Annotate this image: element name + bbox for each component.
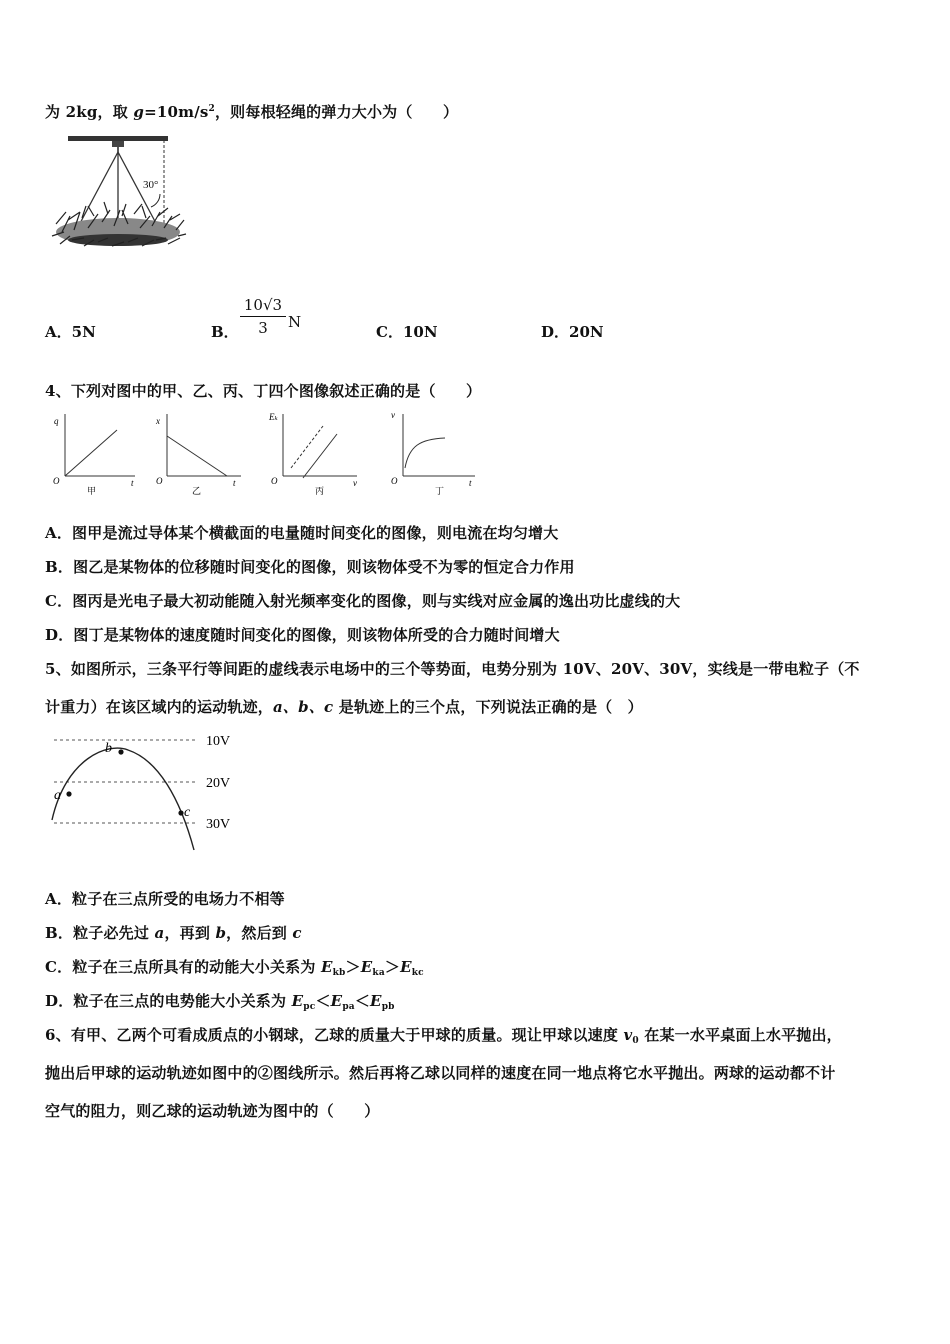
- graph-yi-origin: O: [156, 476, 163, 486]
- gt-symbol: ＞: [345, 958, 361, 976]
- v-symbol: v: [623, 1026, 633, 1044]
- graph-yi: [155, 414, 241, 496]
- q5-option-b-b: b: [215, 924, 227, 942]
- e-symbol: E: [400, 958, 412, 976]
- q6-line3: 空气的阻力，则乙球的运动轨迹为图中的（ ）: [45, 1102, 380, 1120]
- point-b: b: [105, 741, 112, 756]
- v-subscript: 0: [632, 1036, 639, 1046]
- q3-stem-text-b: ，则每根轻绳的弹力大小为（ ）: [214, 103, 459, 121]
- graph-yi-ylabel: x: [156, 416, 160, 426]
- q3-option-a[interactable]: A．5N: [45, 323, 96, 341]
- q5-option-b[interactable]: [45, 922, 302, 943]
- e-symbol: E: [360, 958, 373, 976]
- q5-stem-line2-a: 计重力）在该区域内的运动轨迹，: [45, 698, 274, 716]
- q4-option-c[interactable]: C．图丙是光电子最大初动能随入射光频率变化的图像，则与实线对应金属的逸出功比虚线的大: [45, 592, 681, 610]
- g-value: =10m/s: [144, 103, 209, 121]
- q6-line2: 抛出后甲球的运动轨迹如图中的②图线所示。然后再将乙球以同样的速度在同一地点将它水平抛出。两球的运动都不计: [45, 1064, 836, 1082]
- lt-symbol: ＜: [315, 992, 331, 1010]
- sub-pb: pb: [381, 1002, 395, 1012]
- q5-points: a、b、c: [273, 698, 334, 716]
- g-symbol: g: [133, 103, 145, 121]
- potential-10v: 10V: [206, 734, 231, 749]
- graph-bing: [268, 412, 357, 496]
- equipotential-figure: [48, 728, 248, 852]
- potential-20v: 20V: [206, 776, 231, 791]
- q3-option-b-label[interactable]: B．: [211, 323, 239, 341]
- sub-kb: kb: [332, 968, 346, 978]
- q5-option-d-text: D．粒子在三点的电势能大小关系为: [45, 992, 292, 1010]
- q6-line1-a: 6、有甲、乙两个可看成质点的小钢球，乙球的质量大于甲球的质量。现让甲球以速度: [45, 1026, 624, 1044]
- graph-jia-xlabel: t: [131, 478, 134, 488]
- graph-yi-xlabel: t: [233, 478, 236, 488]
- point-a: a: [54, 788, 61, 803]
- q5-stem-line2-b: 是轨迹上的三个点，下列说法正确的是（ ）: [333, 698, 643, 716]
- q5-option-a[interactable]: A．粒子在三点所受的电场力不相等: [45, 890, 285, 908]
- potential-30v: 30V: [206, 817, 231, 832]
- q3-option-d[interactable]: D．20N: [541, 323, 604, 341]
- q5-stem-line1: 5、如图所示，三条平行等间距的虚线表示电场中的三个等势面，电势分别为 10V、20V、30V，实线是一带电粒子（不: [45, 660, 860, 678]
- sub-pa: pa: [342, 1002, 355, 1012]
- graph-ding-caption: 丁: [435, 486, 445, 496]
- graph-jia-ylabel: q: [54, 416, 59, 426]
- q3-stem-text-a: 为 2kg，取: [45, 103, 134, 121]
- q5-option-c-text: C．粒子在三点所具有的动能大小关系为: [45, 958, 321, 976]
- q4-option-b[interactable]: B．图乙是某物体的位移随时间变化的图像，则该物体受不为零的恒定合力作用: [45, 558, 575, 576]
- q5-option-b-text-3: ，然后到: [226, 924, 293, 942]
- e-symbol: E: [370, 992, 382, 1010]
- lt-symbol: ＜: [354, 992, 371, 1010]
- hanging-basket-figure: [48, 132, 188, 260]
- graph-ding: [391, 410, 475, 496]
- q3-stem: [45, 101, 458, 122]
- q3-option-c[interactable]: C．10N: [376, 323, 438, 341]
- q4-stem: 4、下列对图中的甲、乙、丙、丁四个图像叙述正确的是（ ）: [45, 382, 482, 400]
- graph-bing-origin: O: [271, 476, 278, 486]
- q5-option-b-text-1: B．粒子必先过: [45, 924, 155, 942]
- graph-jia: [53, 414, 135, 496]
- graph-bing-caption: 丙: [315, 486, 325, 496]
- q4-graphs: [45, 406, 485, 502]
- fraction-denominator: 3: [258, 319, 268, 337]
- fraction-numerator: 10√3: [240, 296, 286, 317]
- angle-label: 30°: [143, 179, 159, 191]
- sub-ka: ka: [372, 968, 385, 978]
- graph-bing-ylabel: Eₖ: [269, 412, 278, 422]
- e-symbol: E: [320, 958, 333, 976]
- graph-yi-caption: 乙: [192, 486, 202, 496]
- q5-option-b-c: c: [292, 924, 302, 942]
- q6-line1-b: 在某一水平桌面上水平抛出，: [638, 1026, 842, 1044]
- graph-bing-xlabel: ν: [353, 478, 357, 488]
- q4-option-a[interactable]: A．图甲是流过导体某个横截面的电量随时间变化的图像，则电流在均匀增大: [45, 524, 559, 542]
- q4-option-d[interactable]: D．图丁是某物体的速度随时间变化的图像，则该物体所受的合力随时间增大: [45, 626, 560, 644]
- q5-stem-line2: [45, 696, 643, 717]
- graph-ding-ylabel: v: [391, 410, 395, 420]
- point-c: c: [184, 805, 191, 820]
- q3-option-b-unit: N: [288, 313, 302, 331]
- q5-option-c[interactable]: [45, 956, 424, 978]
- gt-symbol: ＞: [384, 958, 401, 976]
- graph-ding-origin: O: [391, 476, 398, 486]
- sub-kc: kc: [411, 968, 424, 978]
- graph-jia-caption: 甲: [87, 486, 97, 496]
- sub-pc: pc: [303, 1002, 316, 1012]
- e-symbol: E: [330, 992, 343, 1010]
- q5-option-d[interactable]: [45, 990, 395, 1012]
- q3-option-b-fraction: [240, 296, 286, 337]
- graph-jia-origin: O: [53, 476, 60, 486]
- e-symbol: E: [291, 992, 304, 1010]
- q6-line1: [45, 1024, 842, 1046]
- q5-option-b-text-2: ，再到: [164, 924, 216, 942]
- graph-ding-xlabel: t: [469, 478, 472, 488]
- q5-option-b-a: a: [154, 924, 165, 942]
- g-exponent: 2: [208, 104, 215, 114]
